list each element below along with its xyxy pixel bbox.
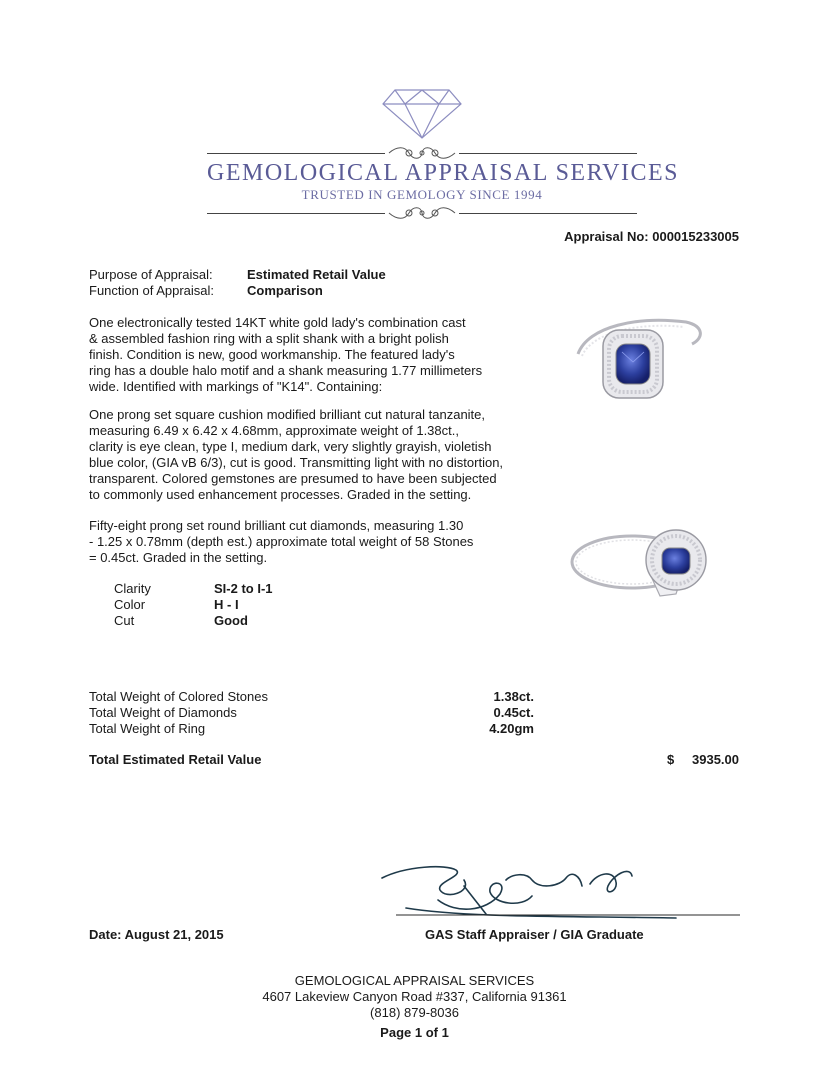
clarity-value: SI-2 to I-1 [214, 581, 273, 596]
tanzanite-description [89, 407, 503, 503]
description-line: to commonly used enhancement processes. Graded in the setting. [89, 487, 472, 502]
description-line: wide. Identified with markings of "K14". Containing: [89, 379, 383, 394]
footer-address: 4607 Lakeview Canyon Road #337, California 91361 [262, 989, 567, 1004]
diamonds-weight-value: 0.45ct. [493, 705, 534, 720]
scroll-ornament-icon [387, 204, 457, 222]
ring-weight-label: Total Weight of Ring [89, 721, 206, 736]
footer-phone: (818) 879-8036 [370, 1005, 459, 1020]
description-line: blue color, (GIA vB 6/3), cut is good. Transmitting light with no distortion, [89, 455, 504, 470]
signer-title: GAS Staff Appraiser / GIA Graduate [425, 927, 644, 942]
colored-stones-weight-label: Total Weight of Colored Stones [89, 689, 268, 704]
description-line: transparent. Colored gemstones are presumed to have been subjected [89, 471, 497, 486]
color-label: Color [114, 597, 146, 612]
function-value: Comparison [247, 283, 323, 298]
color-value: H - I [214, 597, 239, 612]
description-line: clarity is eye clean, type I, medium dark, very slightly grayish, violetish [89, 439, 492, 454]
cut-label: Cut [114, 613, 135, 628]
description-line: Fifty-eight prong set round brilliant cut diamonds, measuring 1.30 [89, 518, 464, 533]
ring-description [89, 315, 482, 395]
ring-front-image [568, 312, 708, 412]
signature-image [376, 856, 746, 928]
description-line: - 1.25 x 0.78mm (depth est.) approximate total weight of 58 Stones [89, 534, 474, 549]
description-line: = 0.45ct. Graded in the setting. [89, 550, 268, 565]
appraisal-date: Date: August 21, 2015 [89, 927, 224, 942]
ring-side-image [566, 516, 712, 610]
company-tagline: TRUSTED IN GEMOLOGY SINCE 1994 [301, 187, 543, 202]
purpose-label: Purpose of Appraisal: [89, 267, 213, 282]
top-divider-right [459, 153, 637, 154]
description-line: & assembled fashion ring with a split shank with a bright polish [89, 331, 449, 346]
description-line: One prong set square cushion modified brilliant cut natural tanzanite, [89, 407, 486, 422]
ring-weight-value: 4.20gm [489, 721, 534, 736]
diamonds-weight-label: Total Weight of Diamonds [89, 705, 237, 720]
logo [207, 88, 680, 228]
top-divider [207, 153, 385, 154]
diamonds-description [89, 518, 473, 566]
purpose-value: Estimated Retail Value [247, 267, 386, 282]
bottom-divider-right [459, 213, 637, 214]
description-line: ring has a double halo motif and a shank measuring 1.77 millimeters [89, 363, 483, 378]
clarity-label: Clarity [114, 581, 151, 596]
appraisal-number: Appraisal No: 000015233005 [564, 229, 739, 244]
cut-value: Good [214, 613, 248, 628]
footer-company: GEMOLOGICAL APPRAISAL SERVICES [294, 973, 535, 988]
diamond-icon [381, 88, 463, 140]
description-line: finish. Condition is new, good workmanship. The featured lady's [89, 347, 455, 362]
function-label: Function of Appraisal: [89, 283, 215, 298]
retail-value-amount: 3935.00 [692, 752, 739, 767]
retail-value-label: Total Estimated Retail Value [89, 752, 262, 767]
currency-symbol: $ [667, 752, 675, 767]
colored-stones-weight-value: 1.38ct. [493, 689, 534, 704]
page-number: Page 1 of 1 [380, 1025, 449, 1040]
bottom-divider [207, 213, 385, 214]
description-line: One electronically tested 14KT white gold lady's combination cast [89, 315, 466, 330]
company-logo-title: GEMOLOGICAL APPRAISAL SERVICES [207, 160, 680, 186]
description-line: measuring 6.49 x 6.42 x 4.68mm, approximate weight of 1.38ct., [89, 423, 459, 438]
